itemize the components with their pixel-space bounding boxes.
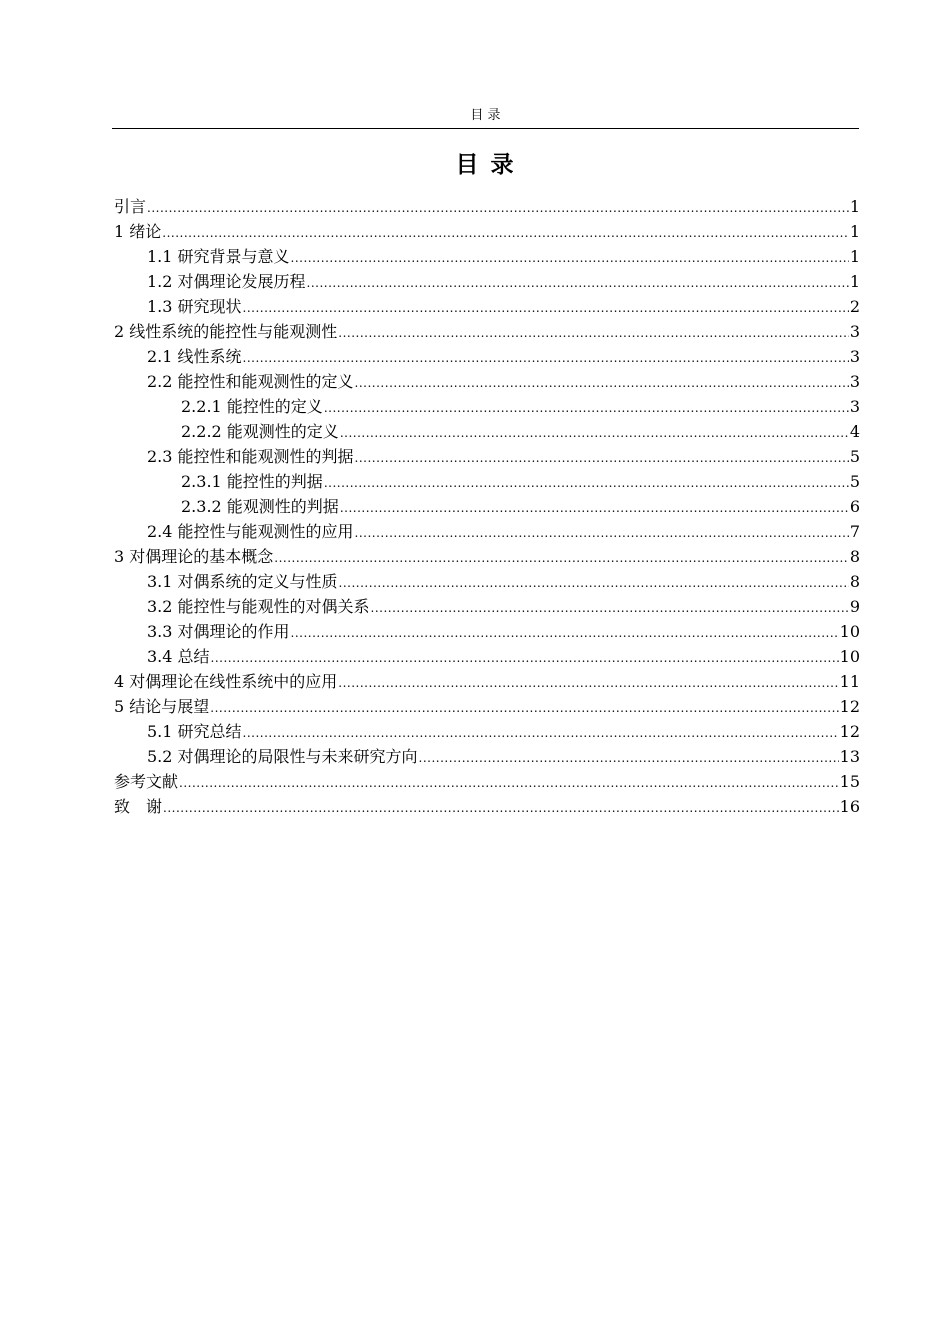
toc-entry[interactable] xyxy=(114,794,860,819)
toc-entry[interactable] xyxy=(114,519,860,544)
toc-entry-label: 2.1 线性系统 xyxy=(147,347,242,366)
toc-entry-label: 2.3 能控性和能观测性的判据 xyxy=(147,447,354,466)
toc-page-number: 7 xyxy=(849,522,860,541)
toc-entry[interactable] xyxy=(114,544,860,569)
toc-entry-label: 5.2 对偶理论的局限性与未来研究方向 xyxy=(147,747,418,766)
toc-dot-leader xyxy=(210,696,838,721)
toc-entry[interactable] xyxy=(114,494,860,519)
toc-page-number: 2 xyxy=(849,297,860,316)
toc-dot-leader xyxy=(355,521,849,546)
toc-page-number: 3 xyxy=(849,372,860,391)
toc-entry-label: 2.3.2 能观测性的判据 xyxy=(181,497,339,516)
toc-dot-leader xyxy=(243,721,839,746)
toc-entry[interactable] xyxy=(114,269,860,294)
toc-entry-label: 2.4 能控性与能观测性的应用 xyxy=(147,522,354,541)
toc-dot-leader xyxy=(211,646,839,671)
toc-page-number: 3 xyxy=(849,322,860,341)
toc-entry-label: 引言 xyxy=(114,197,147,216)
toc-entry[interactable] xyxy=(114,719,860,744)
toc-entry[interactable] xyxy=(114,669,860,694)
toc-entry-label: 2.2.1 能控性的定义 xyxy=(181,397,323,416)
toc-entry-label: 2.3.1 能控性的判据 xyxy=(181,472,323,491)
toc-entry-label: 2.2 能控性和能观测性的定义 xyxy=(147,372,354,391)
toc-entry[interactable] xyxy=(114,469,860,494)
toc-dot-leader xyxy=(243,296,849,321)
toc-entry-label: 1.3 研究现状 xyxy=(147,297,242,316)
toc-page-number: 6 xyxy=(849,497,860,516)
toc-dot-leader xyxy=(340,496,849,521)
toc-entry[interactable] xyxy=(114,694,860,719)
toc-entry-label: 3.3 对偶理论的作用 xyxy=(147,622,290,641)
toc-dot-leader xyxy=(419,746,839,771)
toc-entry[interactable] xyxy=(114,219,860,244)
toc-dot-leader xyxy=(274,546,849,571)
page-header xyxy=(112,106,859,129)
toc-dot-leader xyxy=(162,221,849,246)
toc-entry[interactable] xyxy=(114,769,860,794)
toc-page-number: 5 xyxy=(849,472,860,491)
toc-entry-label: 5 结论与展望 xyxy=(114,697,210,716)
toc-page-number: 1 xyxy=(849,247,860,266)
table-of-contents xyxy=(114,194,860,819)
toc-entry-label: 3.4 总结 xyxy=(147,647,210,666)
toc-page-number: 12 xyxy=(839,697,860,716)
toc-page-number: 3 xyxy=(849,397,860,416)
toc-dot-leader xyxy=(307,271,849,296)
toc-entry[interactable] xyxy=(114,444,860,469)
toc-entry-label: 1.1 研究背景与意义 xyxy=(147,247,290,266)
toc-dot-leader xyxy=(179,771,839,796)
toc-page-number: 4 xyxy=(849,422,860,441)
page-title: 目 录 xyxy=(455,152,516,178)
toc-entry[interactable] xyxy=(114,419,860,444)
toc-page-number: 16 xyxy=(839,797,860,816)
toc-dot-leader xyxy=(355,371,849,396)
toc-dot-leader xyxy=(324,471,849,496)
toc-dot-leader xyxy=(163,796,839,821)
toc-page-number: 15 xyxy=(839,772,860,791)
toc-page-number: 1 xyxy=(849,222,860,241)
toc-dot-leader xyxy=(371,596,849,621)
toc-dot-leader xyxy=(243,346,849,371)
toc-dot-leader xyxy=(355,446,849,471)
toc-dot-leader xyxy=(338,321,849,346)
toc-dot-leader xyxy=(324,396,849,421)
toc-page-number: 11 xyxy=(839,672,860,691)
toc-dot-leader xyxy=(338,671,838,696)
toc-page-number: 3 xyxy=(849,347,860,366)
toc-entry-label: 2 线性系统的能控性与能观测性 xyxy=(114,322,338,341)
toc-entry-label: 参考文献 xyxy=(114,772,179,791)
toc-page-number: 13 xyxy=(839,747,860,766)
toc-dot-leader xyxy=(340,421,849,446)
toc-entry[interactable] xyxy=(114,369,860,394)
toc-page-number: 8 xyxy=(849,547,860,566)
toc-dot-leader xyxy=(147,196,849,221)
toc-entry-label: 1.2 对偶理论发展历程 xyxy=(147,272,306,291)
toc-entry[interactable] xyxy=(114,744,860,769)
toc-entry[interactable] xyxy=(114,294,860,319)
toc-entry[interactable] xyxy=(114,594,860,619)
toc-page-number: 5 xyxy=(849,447,860,466)
running-title: 目 录 xyxy=(470,108,501,123)
toc-page-number: 10 xyxy=(839,647,860,666)
toc-page-number: 1 xyxy=(849,272,860,291)
toc-entry-label: 3.2 能控性与能观性的对偶关系 xyxy=(147,597,370,616)
toc-entry[interactable] xyxy=(114,344,860,369)
toc-entry-label: 5.1 研究总结 xyxy=(147,722,242,741)
toc-entry-label: 1 绪论 xyxy=(114,222,162,241)
toc-page-number: 10 xyxy=(839,622,860,641)
toc-entry[interactable] xyxy=(114,644,860,669)
toc-dot-leader xyxy=(339,571,849,596)
toc-entry[interactable] xyxy=(114,319,860,344)
toc-entry[interactable] xyxy=(114,244,860,269)
toc-page-number: 9 xyxy=(849,597,860,616)
toc-entry-label: 4 对偶理论在线性系统中的应用 xyxy=(114,672,338,691)
toc-entry-label: 2.2.2 能观测性的定义 xyxy=(181,422,339,441)
toc-entry[interactable] xyxy=(114,569,860,594)
toc-entry-label: 致 谢 xyxy=(114,797,163,816)
toc-dot-leader xyxy=(291,246,849,271)
toc-page-number: 1 xyxy=(849,197,860,216)
toc-dot-leader xyxy=(291,621,839,646)
toc-page-number: 8 xyxy=(849,572,860,591)
toc-entry[interactable] xyxy=(114,194,860,219)
toc-entry-label: 3 对偶理论的基本概念 xyxy=(114,547,274,566)
toc-entry[interactable] xyxy=(114,394,860,419)
toc-entry-label: 3.1 对偶系统的定义与性质 xyxy=(147,572,338,591)
toc-entry[interactable] xyxy=(114,619,860,644)
toc-page-number: 12 xyxy=(839,722,860,741)
